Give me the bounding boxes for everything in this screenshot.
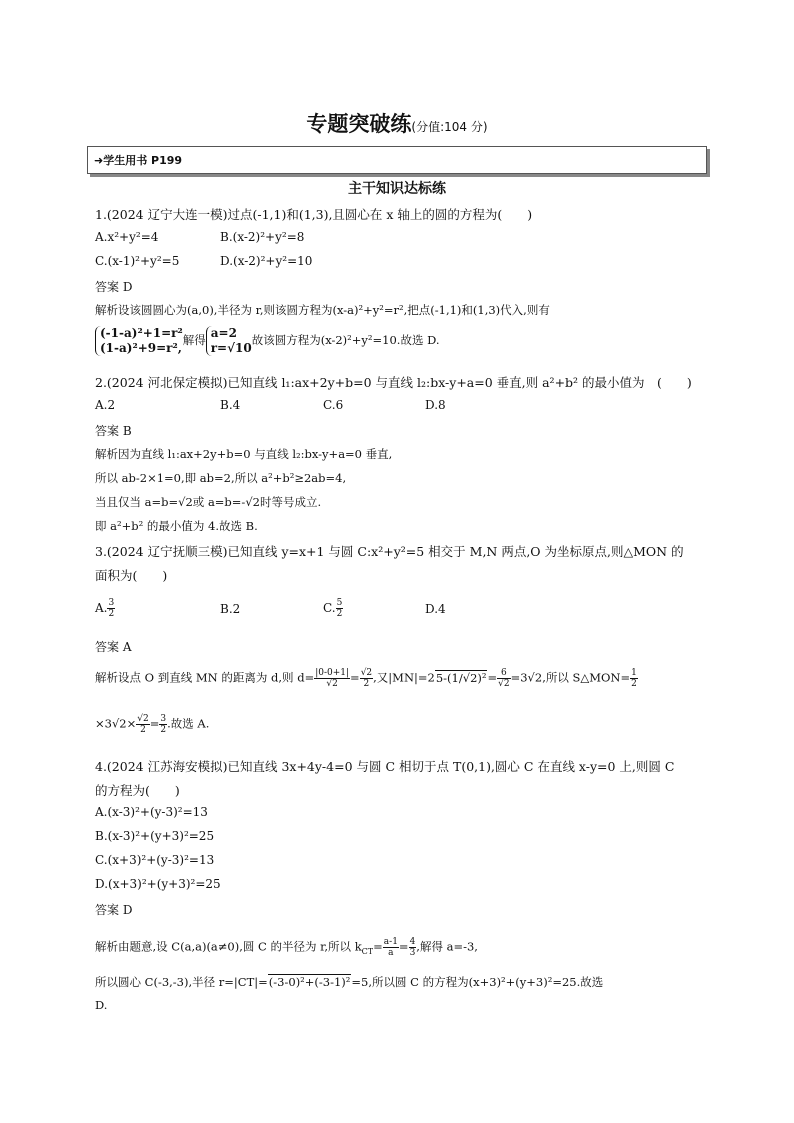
q2-solution-line1: 解析因为直线 l₁:ax+2y+b=0 与直线 l₂:bx-y+a=0 垂直, <box>95 447 393 461</box>
q3-answer: 答案 A <box>95 640 132 654</box>
q4-solution-line1: 解析由题意,设 C(a,a)(a≠0),圆 C 的半径为 r,所以 $k_{CT}=$ $\frac{a-1}{a}$ = $\frac{4}{3}$ ,解得 a=-3, <box>95 937 478 958</box>
q1-solution-line2: (-1-a)²+1=r² (1-a)²+9=r², 解得 a=2 r=√10 故该圆方程为(x-2)²+y²=10.故选 D. <box>95 326 440 356</box>
q4-option-b: B.(x-3)²+(y+3)²=25 <box>95 829 215 843</box>
q4-option-d: D.(x+3)²+(y+3)²=25 <box>95 877 221 891</box>
q3-mn-radical: 5-(1/√2)² <box>435 670 487 685</box>
q1-option-b: B.(x-2)²+y²=8 <box>220 230 305 244</box>
page-title: 专题突破练(分值:104 分) <box>306 112 488 136</box>
q2-option-c: C.6 <box>323 398 344 412</box>
q1-option-d: D.(x-2)²+y²=10 <box>220 254 313 268</box>
q4-option-a: A.(x-3)²+(y-3)²=13 <box>95 805 208 819</box>
q3-option-c: C. $\frac{5}{2}$ <box>323 598 343 619</box>
q2-answer: 答案 B <box>95 424 132 438</box>
book-reference-bar <box>87 146 707 174</box>
q1-solution-line1: 解析设该圆圆心为(a,0),半径为 r,则该圆方程为(x-a)²+y²=r²,把点(-1,1)和(1,3)代入,则有 <box>95 303 550 317</box>
q1-stem: 1.(2024 辽宁大连一模)过点(-1,1)和(1,3),且圆心在 x 轴上的圆的方程为( ) <box>95 207 533 222</box>
q4-stem-line1: 4.(2024 江苏海安模拟)已知直线 3x+4y-4=0 与圆 C 相切于点 T(0,1),圆心 C 在直线 x-y=0 上,则圆 C <box>95 759 675 774</box>
q4-solution-line2: 所以圆心 C(-3,-3),半径 r=|CT|=(-3-0)²+(-3-1)²=5,所以圆 C 的方程为(x+3)²+(y+3)²=25.故选 <box>95 975 604 989</box>
q3-solution-line1: 解析设点 O 到直线 MN 的距离为 d,则 d= $\frac{|0-0+1|}{√2}$ = $\frac{√2}{2}$ ,又|MN|=25-(1/√2)²= $\frac{6}{√2}$ =3√2,所以 S△MON= $\frac{1}{2}$ <box>95 668 637 689</box>
q4-stem-line2: 的方程为( ) <box>95 783 180 798</box>
q1-equation-system: (-1-a)²+1=r² (1-a)²+9=r², <box>95 326 183 356</box>
q1-solution-system: a=2 r=√10 <box>206 326 252 356</box>
q3-stem-line2: 面积为( ) <box>95 568 168 583</box>
section-title: 主干知识达标练 <box>348 181 446 197</box>
q2-solution-line2: 所以 ab-2×1=0,即 ab=2,所以 a²+b²≥2ab=4, <box>95 471 347 485</box>
q3-option-b: B.2 <box>220 602 241 616</box>
q1-option-a: A.x²+y²=4 <box>95 230 159 244</box>
book-reference: ➜学生用书 P199 <box>94 154 183 167</box>
q3-option-d: D.4 <box>425 602 446 616</box>
q2-option-a: A.2 <box>95 398 116 412</box>
q2-option-b: B.4 <box>220 398 241 412</box>
q3-option-a: A. $\frac{3}{2}$ <box>95 598 115 619</box>
q2-solution-line4: 即 a²+b² 的最小值为 4.故选 B. <box>95 519 258 533</box>
q4-ct-radical: (-3-0)²+(-3-1)² <box>268 975 351 989</box>
q3-solution-line2: ×3√2× $\frac{√2}{2}$ = $\frac{3}{2}$ .故选 A. <box>95 714 210 735</box>
q2-option-d: D.8 <box>425 398 446 412</box>
score-note: (分值:104 分) <box>411 120 488 134</box>
q3-stem-line1: 3.(2024 辽宁抚顺三模)已知直线 y=x+1 与圆 C:x²+y²=5 相交于 M,N 两点,O 为坐标原点,则△MON 的 <box>95 544 684 559</box>
q2-stem: 2.(2024 河北保定模拟)已知直线 l₁:ax+2y+b=0 与直线 l₂:bx-y+a=0 垂直,则 a²+b² 的最小值为 ( ) <box>95 375 692 390</box>
q4-answer: 答案 D <box>95 903 133 917</box>
q1-answer: 答案 D <box>95 280 133 294</box>
q1-option-c: C.(x-1)²+y²=5 <box>95 254 180 268</box>
q4-solution-line3: D. <box>95 998 108 1012</box>
q2-solution-line3: 当且仅当 a=b=√2或 a=b=-√2时等号成立. <box>95 495 322 509</box>
q4-option-c: C.(x+3)²+(y-3)²=13 <box>95 853 215 867</box>
